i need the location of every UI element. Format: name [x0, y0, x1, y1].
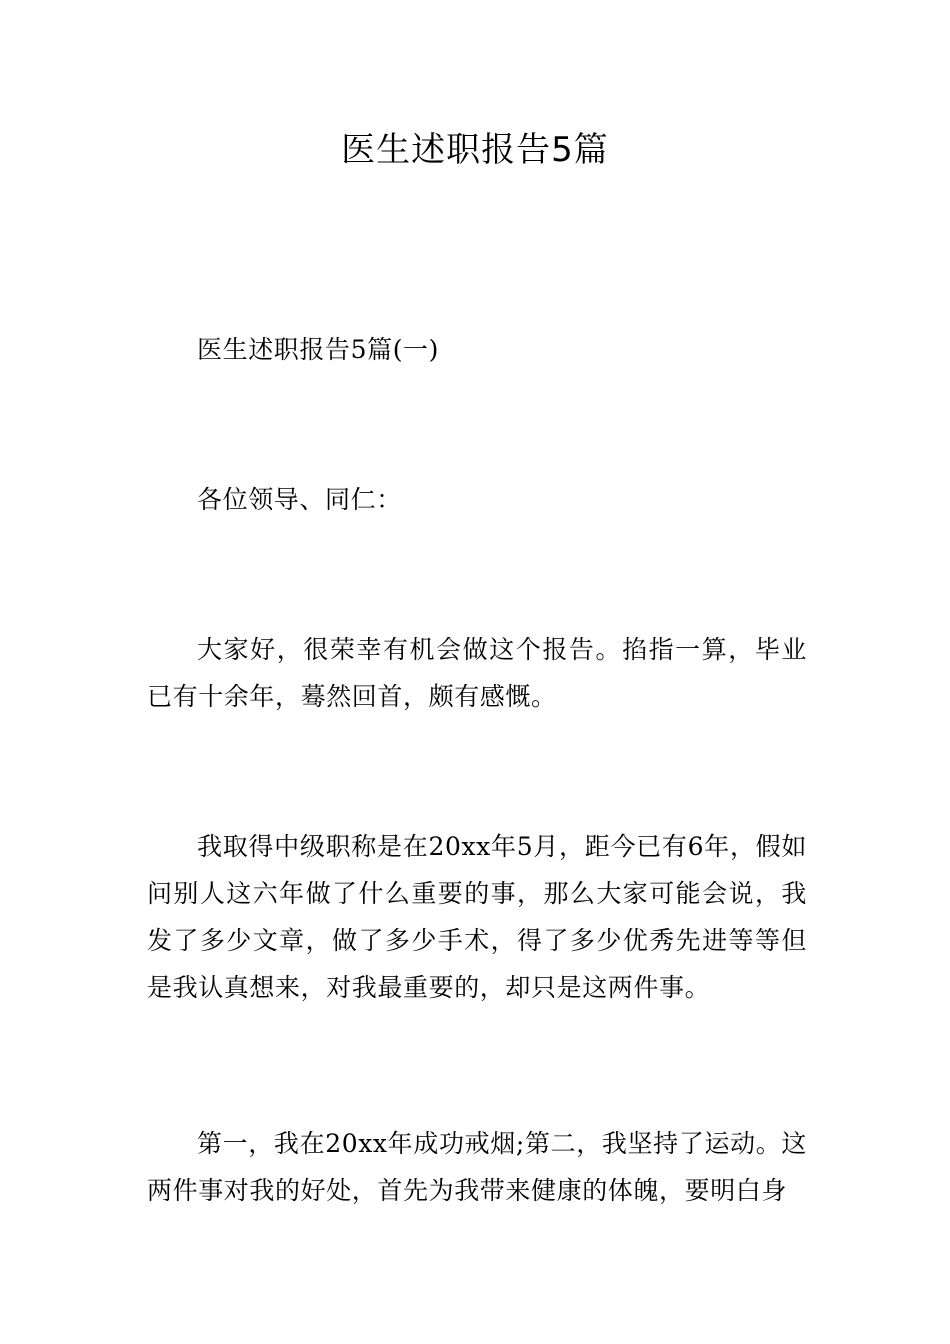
- body-paragraph: 第一，我在20xx年成功戒烟;第二，我坚持了运动。这两件事对我的好处，首先为我带来健康的体魄，要明白身: [147, 1129, 807, 1205]
- body-paragraph: 我取得中级职称是在20xx年5月，距今已有6年，假如问别人这六年做了什么重要的事，那么大家可能会说，我发了多少文章，做了多少手术，得了多少优秀先进等等但是我认真想来，对我最重要的，却只是这两件事。: [147, 832, 807, 1002]
- salutation-paragraph: 各位领导、同仁：: [197, 485, 402, 514]
- section-heading: 医生述职报告5篇(一): [197, 335, 440, 364]
- body-paragraph: 大家好，很荣幸有机会做这个报告。掐指一算，毕业已有十余年，蓦然回首，颇有感慨。: [147, 635, 807, 711]
- document-title: 医生述职报告5篇: [341, 130, 609, 170]
